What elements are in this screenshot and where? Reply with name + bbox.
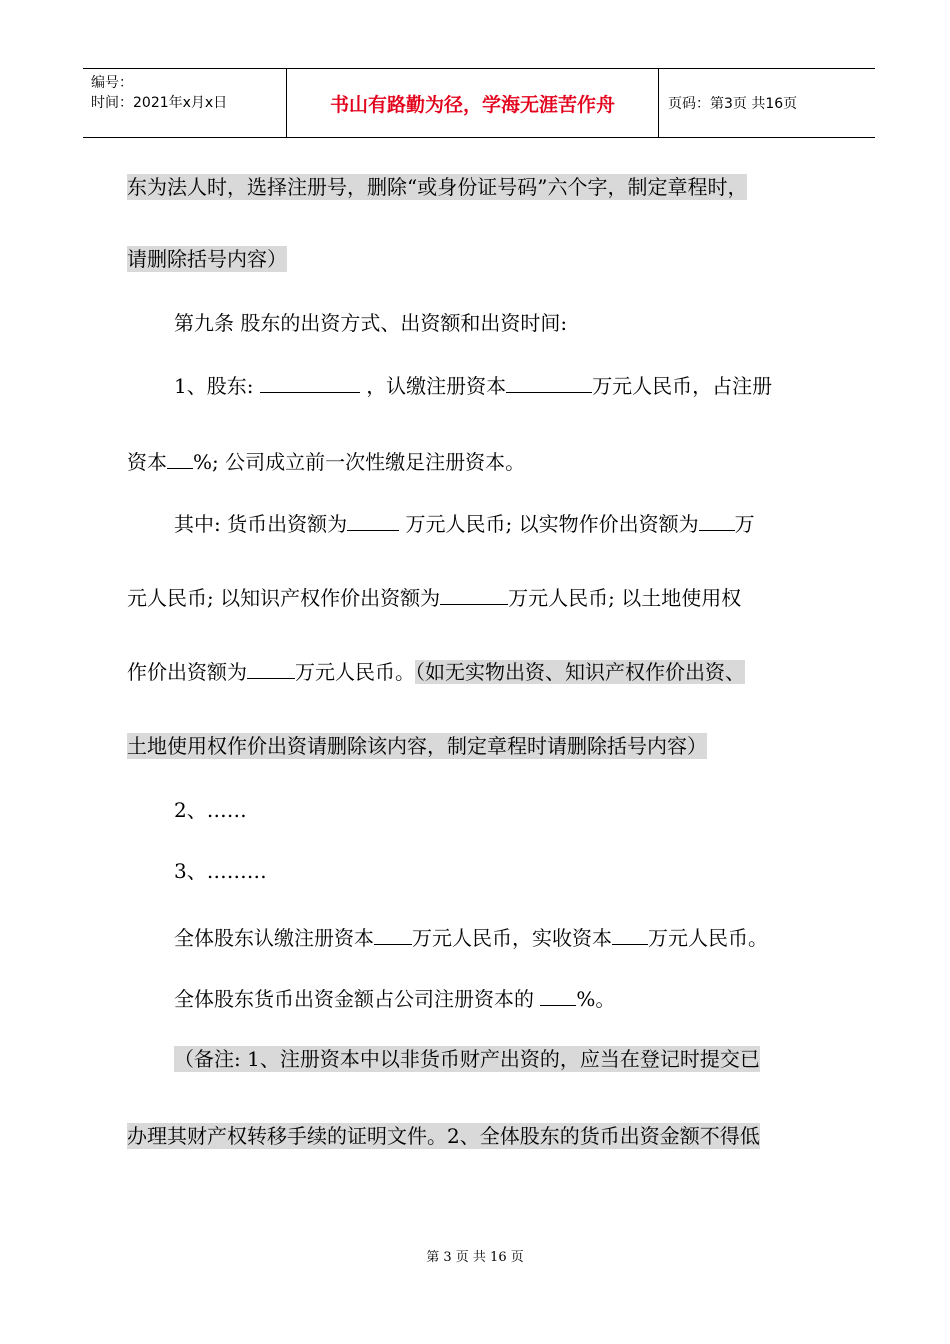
- blank-field[interactable]: [440, 584, 508, 605]
- body-line: [127, 658, 745, 685]
- body-line: [127, 584, 741, 611]
- blank-field[interactable]: [540, 985, 576, 1006]
- body-line: [174, 924, 768, 951]
- header-motto: 书山有路勤为径，学海无涯苦作舟: [329, 93, 615, 116]
- article-heading: 第九条 股东的出资方式、出资额和出资时间:: [174, 311, 568, 335]
- body-line: 东为法人时，选择注册号，删除“或身份证号码”六个字，制定章程时，: [127, 175, 748, 199]
- text-run: 万元人民币。: [295, 660, 415, 684]
- header-info-cell: [83, 69, 285, 137]
- header-number-label: 编号：: [91, 75, 133, 91]
- blank-field[interactable]: [374, 924, 412, 945]
- blank-field[interactable]: [699, 510, 735, 531]
- body-line: [127, 448, 525, 475]
- blank-field[interactable]: [247, 658, 295, 679]
- blank-field[interactable]: [347, 510, 399, 531]
- blank-field[interactable]: [167, 448, 193, 469]
- body-line: [174, 985, 615, 1012]
- blank-field[interactable]: [506, 372, 592, 393]
- text-run: %。: [576, 987, 616, 1011]
- list-item: 2、……: [174, 798, 247, 822]
- text-run: 元人民币; 以知识产权作价出资额为: [127, 586, 441, 610]
- text-run: 作价出资额为: [127, 660, 247, 684]
- text-run: ，认缴注册资本: [366, 374, 507, 398]
- body-line: [174, 510, 755, 537]
- page-footer: 第 3 页 共 16 页: [426, 1250, 524, 1265]
- blank-field[interactable]: [612, 924, 648, 945]
- body-line: 请删除括号内容）: [127, 247, 287, 271]
- note-line: 办理其财产权转移手续的证明文件。2、全体股东的货币出资金额不得低: [127, 1124, 760, 1148]
- text-run: 万元人民币，实收资本: [412, 926, 612, 950]
- text-run: 万元人民币，占注册: [592, 374, 773, 398]
- header-page-label: 页码：第3页 共16页: [668, 96, 798, 112]
- header-time-label: 时间：2021年x月x日: [91, 95, 228, 111]
- text-run: 万元人民币。: [648, 926, 768, 950]
- text-run: 1、股东:: [174, 374, 260, 398]
- note-line: （备注: 1、注册资本中以非货币财产出资的，应当在登记时提交已: [174, 1047, 760, 1071]
- list-item: 3、………: [174, 859, 267, 883]
- text-run: 全体股东认缴注册资本: [174, 926, 374, 950]
- text-run: 资本: [127, 450, 167, 474]
- text-run: 万元人民币; 以土地使用权: [508, 586, 742, 610]
- document-header: [83, 68, 875, 138]
- text-run: 万: [734, 512, 755, 536]
- body-line: 土地使用权作价出资请删除该内容，制定章程时请删除括号内容）: [127, 734, 707, 758]
- highlighted-note: （如无实物出资、知识产权作价出资、: [415, 660, 745, 684]
- body-line: [174, 372, 772, 399]
- text-run: 其中: 货币出资额为: [174, 512, 348, 536]
- blank-field[interactable]: [260, 372, 360, 393]
- text-run: 全体股东货币出资金额占公司注册资本的: [174, 987, 541, 1011]
- text-run: 万元人民币; 以实物作价出资额为: [405, 512, 699, 536]
- text-run: %; 公司成立前一次性缴足注册资本。: [193, 450, 526, 474]
